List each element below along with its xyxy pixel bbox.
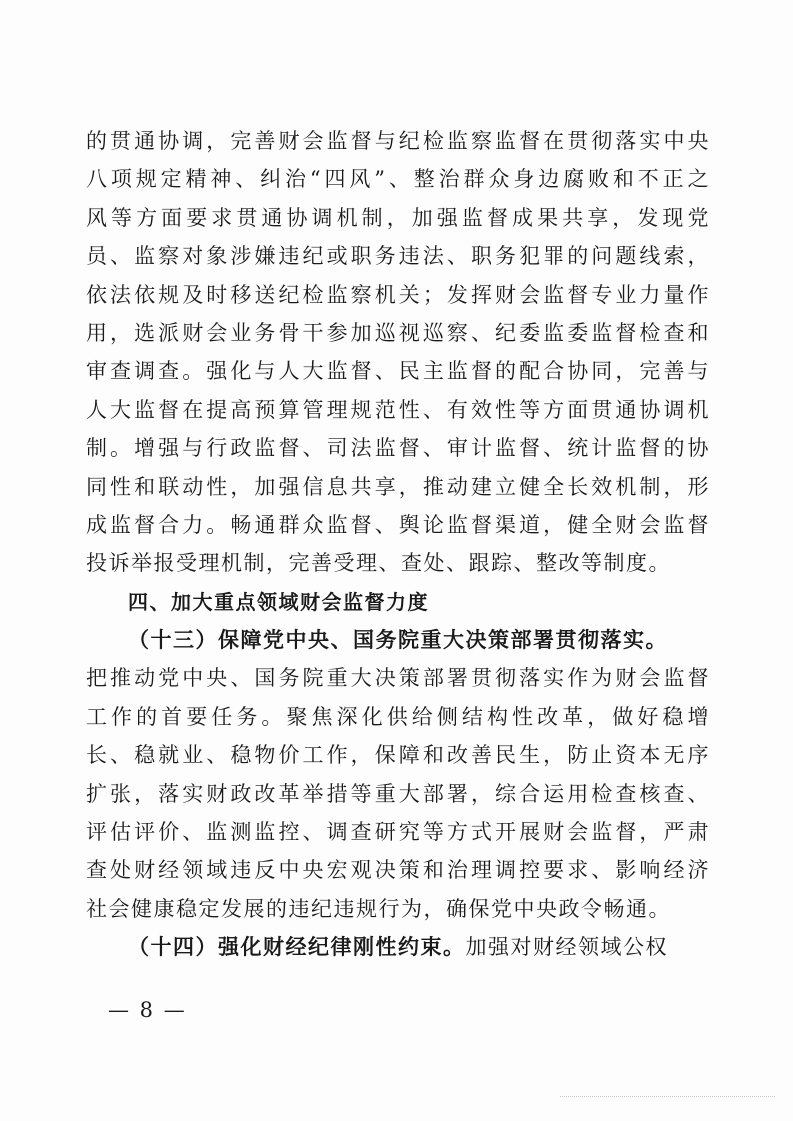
- text-line: 用，选派财会业务骨干参加巡视巡察、纪委监委监督检查和: [86, 320, 710, 345]
- text-line: 人大监督在提高预算管理规范性、有效性等方面贯通协调机: [86, 397, 710, 422]
- section-heading: 四、加大重点领域财会监督力度: [128, 589, 429, 614]
- text-line: 八项规定精神、纠治“四风”、整治群众身边腐败和不正之: [86, 167, 710, 192]
- paragraph-14-line: [86, 928, 710, 966]
- text-line: 社会健康稳定发展的违纪违规行为，确保党中央政令畅通。: [86, 896, 671, 921]
- text-line: 审查调查。强化与人大监督、民主监督的配合协同，完善与: [86, 359, 710, 384]
- paragraph-14-start: 加强对财经领域公权: [465, 935, 668, 960]
- text-line: 查处财经领域违反中央宏观决策和治理调控要求、影响经济: [86, 858, 710, 883]
- text-line: 工作的首要任务。聚焦深化供给侧结构性改革，做好稳增: [86, 704, 710, 729]
- text-line: 把推动党中央、国务院重大决策部署贯彻落实作为财会监督: [86, 666, 710, 691]
- text-line: 风等方面要求贯通协调机制，加强监督成果共享，发现党: [86, 205, 710, 230]
- paragraph-14-title: （十四）强化财经纪律刚性约束。: [128, 934, 466, 960]
- text-line: 的贯通协调，完善财会监督与纪检监察监督在贯彻落实中央: [86, 129, 710, 153]
- text-line: 长、稳就业、稳物价工作，保障和改善民生，防止资本无序: [86, 743, 710, 768]
- text-line: 成监督合力。畅通群众监督、舆论监督渠道，健全财会监督: [86, 512, 710, 537]
- paragraph-13-title: （十三）保障党中央、国务院重大决策部署贯彻落实。: [128, 627, 668, 653]
- text-line: 依法依规及时移送纪检监察机关；发挥财会监督专业力量作: [86, 282, 710, 307]
- text-line: 扩张，落实财政改革举措等重大部署，综合运用检查核查、: [86, 781, 710, 806]
- text-line: 评估评价、监测监控、调查研究等方式开展财会监督，严肃: [86, 820, 710, 845]
- document-body: [86, 122, 710, 967]
- text-line: 员、监察对象涉嫌违纪或职务违法、职务犯罪的问题线索，: [86, 244, 710, 269]
- text-line: 制。增强与行政监督、司法监督、审计监督、统计监督的协: [86, 436, 710, 461]
- page-number: — 8 —: [108, 998, 187, 1022]
- text-line: 同性和联动性，加强信息共享，推动建立健全长效机制，形: [86, 474, 710, 499]
- scan-artifact-line: [560, 1096, 775, 1098]
- text-line: 投诉举报受理机制，完善受理、查处、跟踪、整改等制度。: [86, 551, 671, 576]
